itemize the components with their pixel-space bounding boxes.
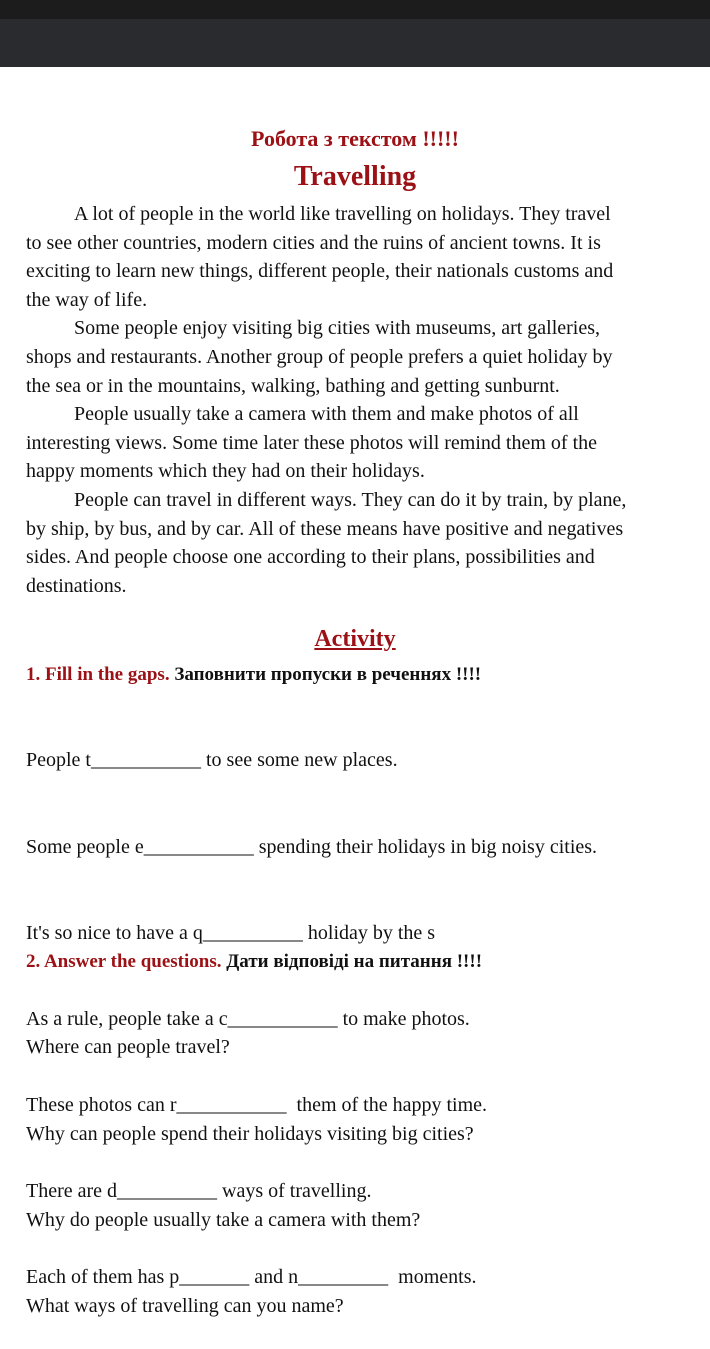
task1-title xyxy=(26,664,481,686)
text-line: Some people enjoy visiting big cities with museums, art galleries, xyxy=(74,317,601,340)
text-line: interesting views. Some time later these photos will remind them of the xyxy=(26,431,597,454)
status-bar xyxy=(0,0,710,19)
text-line: by ship, by bus, and by car. All of these means have positive and negatives xyxy=(26,517,624,540)
task2-list xyxy=(26,976,474,1349)
text-line: the sea or in the mountains, walking, bathing and getting sunburnt. xyxy=(26,374,560,397)
text-line: shops and restaurants. Another group of people prefers a quiet holiday by xyxy=(26,345,613,368)
text-line: destinations. xyxy=(26,574,127,597)
gap-sentence: These photos can r___________ them of the happy time. xyxy=(26,1093,488,1116)
task2-title-ua: Дати відповіді на питання !!!! xyxy=(226,951,483,972)
text-line: the way of life. xyxy=(26,288,148,311)
text-line: happy moments which they had on their holidays. xyxy=(26,460,425,483)
task1-title-ua: Заповнити пропуски в реченнях !!!! xyxy=(174,664,482,685)
gap-sentence: As a rule, people take a c___________ to make photos. xyxy=(26,1007,470,1030)
heading: Робота з текстом !!!!! xyxy=(251,126,459,151)
title: Travelling xyxy=(293,161,417,192)
task1-title-en: 1. Fill in the gaps. xyxy=(26,664,170,685)
gap-sentence: Each of them has p_______ and n_________ moments. xyxy=(26,1266,477,1289)
question: Where can people travel? xyxy=(26,1036,230,1059)
question: Why do people usually take a camera with them? xyxy=(26,1208,421,1231)
gap-sentence: Some people e___________ spending their holidays in big noisy cities. xyxy=(26,835,598,858)
text-line: exciting to learn new things, different people, their nationals customs and xyxy=(26,260,614,283)
text-line: sides. And people choose one according to their plans, possibilities and xyxy=(26,546,595,569)
gap-sentence: There are d__________ ways of travelling. xyxy=(26,1179,372,1202)
text-line: People can travel in different ways. They can do it by train, by plane, xyxy=(74,488,627,511)
task2-title-en: 2. Answer the questions. xyxy=(26,951,222,972)
task2-title xyxy=(26,951,482,973)
question: Why can people spend their holidays visiting big cities? xyxy=(26,1122,474,1145)
viewer-toolbar xyxy=(0,19,710,67)
question: What ways of travelling can you name? xyxy=(26,1294,344,1317)
text-line: to see other countries, modern cities and the ruins of ancient towns. It is xyxy=(26,231,601,254)
reading-text xyxy=(26,200,676,600)
text-line: A lot of people in the world like travelling on holidays. They travel xyxy=(74,203,611,225)
gap-sentence: People t___________ to see some new places. xyxy=(26,749,398,772)
gap-sentence: It's so nice to have a q__________ holiday by the s xyxy=(26,921,436,944)
activity-heading: Activity xyxy=(314,626,396,652)
text-line: People usually take a camera with them and make photos of all xyxy=(74,403,579,426)
